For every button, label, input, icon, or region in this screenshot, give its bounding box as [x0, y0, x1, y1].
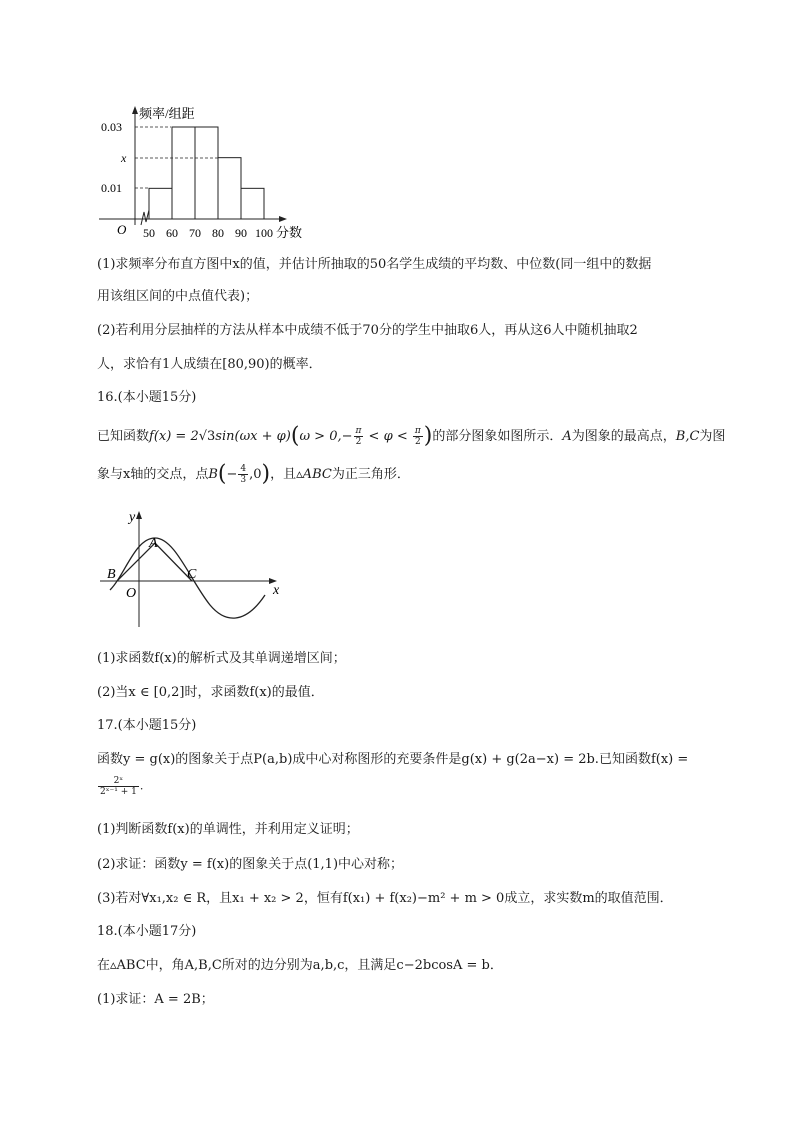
q16-part2: (2)当x ∈ [0,2]时，求函数f(x)的最值．: [97, 685, 324, 700]
q16-header: 16.(本小题15分): [97, 390, 197, 405]
q17-header: 17.(本小题15分): [97, 718, 197, 733]
q16-stem-line1: 已知函数f(x) = 2√3sin(ωx + φ)(ω > 0,− $\frac{\pi}{2}$ < φ < $\frac{\pi}{2}$ )的部分图象如图所示．A为图象的最高点，B,C为图: [97, 423, 726, 449]
ytick-0.01: 0.01: [101, 181, 122, 195]
hist-y-arrow: [132, 106, 138, 114]
xtick-70: 70: [189, 226, 201, 240]
q18-part1: (1)求证：A = 2B；: [97, 992, 214, 1007]
graph-label-y: y: [129, 510, 136, 525]
graph-label-C: C: [187, 567, 197, 582]
q18-header: 18.(本小题17分): [97, 924, 197, 939]
q15-part1-cont: 用该组区间的中点值代表)；: [97, 289, 259, 304]
graph-label-B: B: [107, 567, 116, 582]
hist-bar-0: [149, 188, 172, 219]
q16-stem-line2: 象与x轴的交点，点B(− $\frac{4}{3}$ ,0)，且▵ABC为正三角形．: [97, 461, 410, 487]
xtick-80: 80: [212, 226, 224, 240]
q17-fraction: $\frac{\text{2ˣ}}{\text{2ˣ⁻¹ + 1}}$ .: [100, 776, 144, 797]
q17-part3: (3)若对∀x₁,x₂ ∈ R，且x₁ + x₂ > 2，恒有f(x₁) + f(x₂)−m² + m > 0成立，求实数m的取值范围．: [97, 891, 673, 906]
hist-x-arrow: [279, 216, 287, 222]
xtick-90: 90: [235, 226, 247, 240]
xtick-100: 100: [255, 226, 273, 240]
q16-part1: (1)求函数f(x)的解析式及其单调递增区间；: [97, 651, 346, 666]
q15-part1: (1)求频率分布直方图中x的值，并估计所抽取的50名学生成绩的平均数、中位数(同一组中的数据: [97, 257, 652, 272]
xtick-50: 50: [143, 226, 155, 240]
graph-label-x: x: [273, 583, 280, 598]
axis-break-mark: [141, 210, 149, 225]
q17-part1: (1)判断函数f(x)的单调性，并利用定义证明；: [97, 822, 359, 837]
frequency-histogram: [95, 100, 315, 240]
q15-part2-cont: 人，求恰有1人成绩在[80,90)的概率．: [97, 357, 322, 372]
hist-bar-1: [172, 127, 195, 219]
hist-bar-4: [241, 188, 264, 219]
ytick-0.03: 0.03: [101, 120, 122, 134]
q17-part2: (2)求证：函数y = f(x)的图象关于点(1,1)中心对称；: [97, 857, 404, 872]
sine-graph: [95, 505, 295, 635]
hist-ylabel: 频率/组距: [139, 106, 195, 121]
hist-bar-2: [195, 127, 218, 219]
q17-stem: 函数y = g(x)的图象关于点P(a,b)成中心对称图形的充要条件是g(x) + g(2a−x) = 2b.已知函数f(x) =: [97, 752, 689, 767]
q15-part2: (2)若利用分层抽样的方法从样本中成绩不低于70分的学生中抽取6人，再从这6人中随机抽取2: [97, 323, 638, 338]
xtick-60: 60: [166, 226, 178, 240]
graph-label-A: A: [149, 536, 158, 551]
hist-xlabel: 分数: [276, 225, 303, 240]
hist-origin: O: [117, 222, 127, 237]
q18-stem: 在▵ABC中，角A,B,C所对的边分别为a,b,c，且满足c−2bcosA = b．: [97, 958, 503, 973]
graph-label-O: O: [126, 586, 137, 601]
graph-y-arrow: [136, 511, 142, 519]
ytick-x: x: [121, 151, 127, 165]
hist-bar-3: [218, 158, 241, 219]
